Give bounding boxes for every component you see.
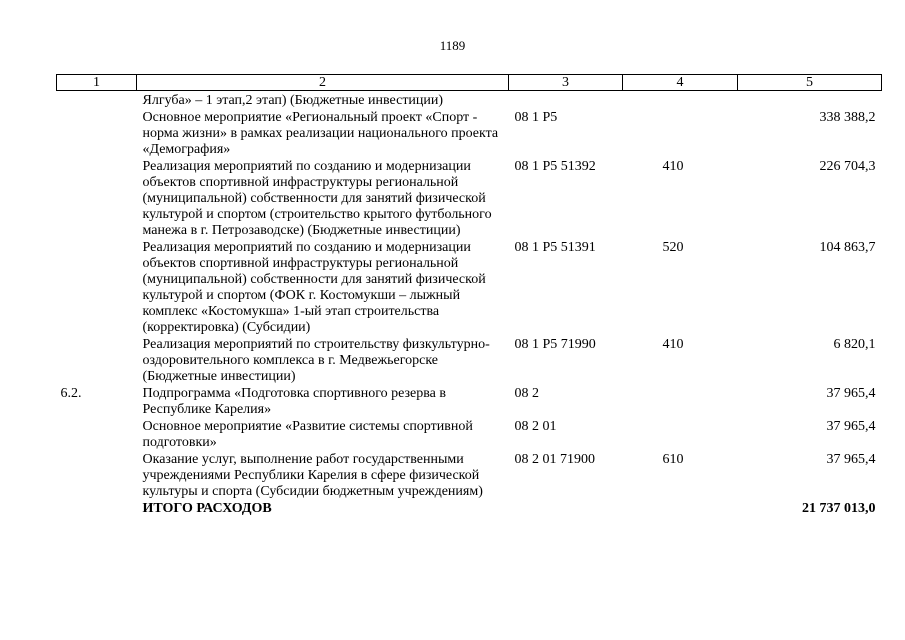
row-code: 08 2 01 71900 [514, 452, 595, 467]
row-number [57, 419, 137, 452]
total-row [57, 501, 882, 518]
row-code: 08 1 P5 71990 [514, 337, 596, 352]
table-row [57, 452, 882, 501]
row-name: Оказание услуг, выполнение работ государственными учреждениями Республики Карелия в сфере физической культуры и спорта (Субсидии бюджетным учреждениям) [142, 452, 483, 499]
row-code: 08 2 [514, 386, 539, 401]
column-number-row [57, 75, 882, 91]
row-expense-type: 520 [662, 240, 684, 255]
row-amount: 226 704,3 [819, 159, 876, 174]
row-code [509, 91, 623, 111]
table-row [57, 386, 882, 419]
row-number [57, 91, 137, 111]
row-number [57, 452, 137, 501]
row-expense-type [623, 91, 738, 111]
row-number [57, 337, 137, 386]
column-3-header: 3 [509, 75, 623, 91]
row-amount: 37 965,4 [826, 419, 876, 434]
total-label: ИТОГО РАСХОДОВ [142, 501, 272, 516]
row-code: 08 1 P5 [514, 110, 558, 125]
table-row [57, 110, 882, 159]
row-expense-type [623, 110, 738, 159]
total-amount: 21 737 013,0 [802, 501, 876, 516]
row-number: 6.2. [60, 386, 82, 401]
row-expense-type [623, 419, 738, 452]
row-number [57, 240, 137, 337]
row-name: Основное мероприятие «Региональный проект «Спорт - норма жизни» в рамках реализации национального проекта «Демография» [142, 110, 499, 157]
budget-table [56, 74, 882, 518]
table-row [57, 419, 882, 452]
row-name: Основное мероприятие «Развитие системы спортивной подготовки» [142, 419, 473, 450]
table-row [57, 240, 882, 337]
row-expense-type: 410 [662, 337, 684, 352]
table-row [57, 91, 882, 111]
row-amount: 37 965,4 [826, 386, 876, 401]
column-2-header: 2 [137, 75, 509, 91]
column-1-header: 1 [57, 75, 137, 91]
row-code: 08 2 01 [514, 419, 557, 434]
column-5-header: 5 [738, 75, 882, 91]
row-code: 08 1 P5 51391 [514, 240, 596, 255]
page-number: 1189 [439, 38, 466, 53]
row-amount: 104 863,7 [819, 240, 876, 255]
row-name: Реализация мероприятий по созданию и модернизации объектов спортивной инфраструктуры региональной (муниципальной) собственности для занятий физической культурой и спортом (строительство крытого футбольного манежа в г. Петрозаводске) (Бюджетные инвестиции) [142, 159, 492, 238]
row-expense-type: 410 [662, 159, 684, 174]
row-name: Ялгуба» – 1 этап,2 этап) (Бюджетные инвестиции) [142, 93, 444, 108]
row-amount: 37 965,4 [826, 452, 876, 467]
row-amount: 338 388,2 [819, 110, 876, 125]
row-expense-type [623, 386, 738, 419]
row-expense-type: 610 [662, 452, 684, 467]
column-4-header: 4 [623, 75, 738, 91]
row-number [57, 159, 137, 240]
row-name: Реализация мероприятий по строительству физкультурно-оздоровительного комплекса в г. Медвежьегорске (Бюджетные инвестиции) [142, 337, 490, 384]
row-name: Подпрограмма «Подготовка спортивного резерва в Республике Карелия» [142, 386, 447, 417]
row-code: 08 1 P5 51392 [514, 159, 596, 174]
row-name: Реализация мероприятий по созданию и модернизации объектов спортивной инфраструктуры региональной (муниципальной) собственности для занятий физической культурой и спортом (ФОК г. Костомукши – лыжный комплекс «Костомукша» 1-ый этап строительства (корректировка) (Субсидии) [142, 240, 486, 335]
row-amount [738, 91, 882, 111]
table-row [57, 159, 882, 240]
table-row [57, 337, 882, 386]
row-amount: 6 820,1 [833, 337, 876, 352]
row-number [57, 110, 137, 159]
